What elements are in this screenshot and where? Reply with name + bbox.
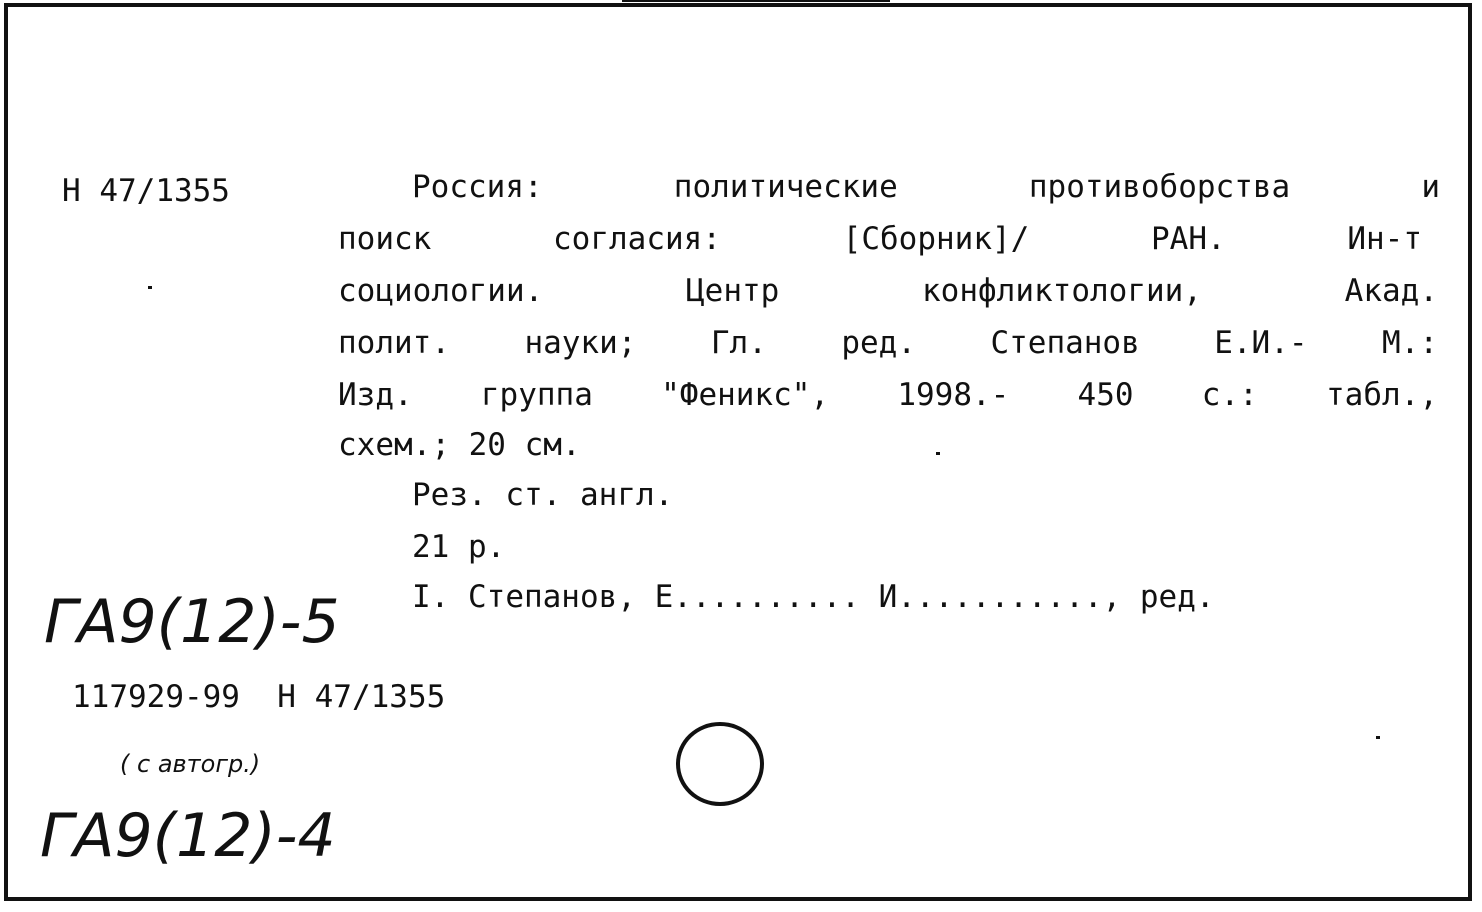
- scan-speck: [1376, 736, 1380, 739]
- description-line-4: полит. науки; Гл. ред. Степанов Е.И.- М.:: [338, 325, 1438, 361]
- card-top-edge-mark: [622, 0, 890, 2]
- description-line-2: поиск согласия: [Сборник]/ РАН. Ин-т: [338, 221, 1422, 257]
- call-number: Н 47/1355: [62, 173, 230, 209]
- inventory-number: 117929-99 Н 47/1355: [72, 679, 446, 715]
- description-line-1: Россия: политические противоборства и: [412, 169, 1440, 205]
- description-line-6: схем.; 20 см.: [338, 427, 581, 463]
- price: 21 р.: [412, 529, 506, 565]
- circle-stamp-mark: [676, 722, 764, 806]
- description-line-5: Изд. группа "Феникс", 1998.- 450 с.: табл.,: [338, 377, 1438, 413]
- handwritten-classification-1: ГА9(12)-5: [44, 587, 340, 657]
- handwritten-autograph-note: ( с автогр.): [120, 750, 261, 778]
- summary-note: Рез. ст. англ.: [412, 477, 674, 513]
- scan-speck: [148, 286, 152, 289]
- description-line-3: социологии. Центр конфликтологии, Акад.: [338, 273, 1438, 309]
- scan-speck: [936, 452, 940, 455]
- tracing-entry: I. Степанов, Е.......... И..........., ред.: [412, 579, 1215, 615]
- handwritten-classification-2: ГА9(12)-4: [40, 801, 336, 871]
